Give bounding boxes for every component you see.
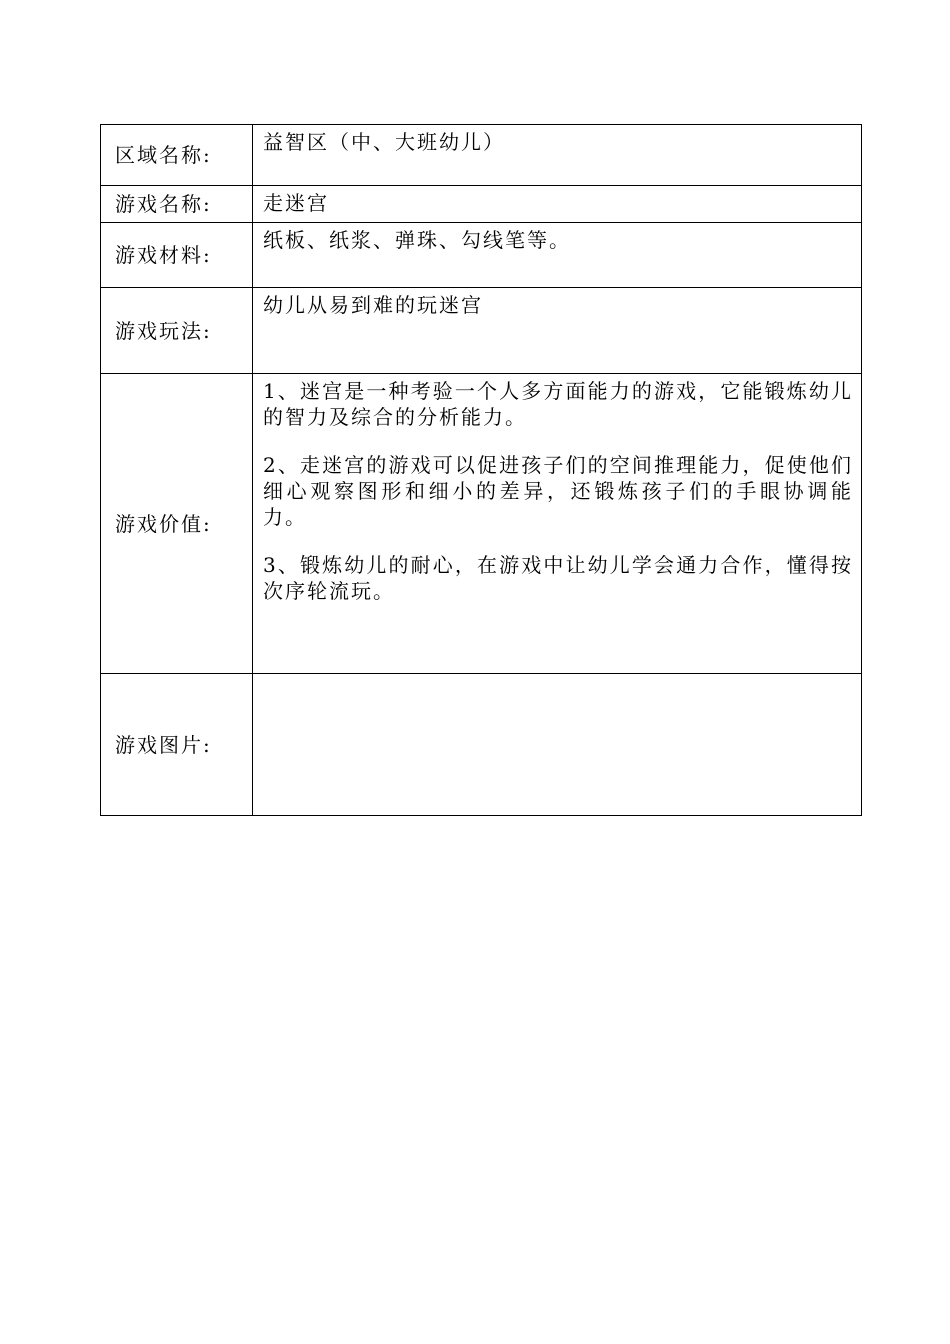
row-value-game-pictures [253, 674, 862, 816]
row-label-game-name: 游戏名称: [101, 186, 253, 223]
row-label-area-name: 区域名称: [101, 125, 253, 186]
table-row [101, 288, 862, 374]
row-value-game-value [253, 374, 862, 674]
game-info-table [100, 124, 862, 816]
table-row [101, 374, 862, 674]
table-row [101, 223, 862, 288]
table-row [101, 674, 862, 816]
row-label-game-pictures: 游戏图片: [101, 674, 253, 816]
row-value-game-name: 走迷宫 [253, 186, 862, 223]
table-row [101, 186, 862, 223]
row-value-game-materials: 纸板、纸浆、弹珠、勾线笔等。 [253, 223, 862, 288]
game-value-paragraph-1: 1、迷宫是一种考验一个人多方面能力的游戏，它能锻炼幼儿的智力及综合的分析能力。 [263, 379, 853, 429]
game-value-paragraph-3: 3、锻炼幼儿的耐心，在游戏中让幼儿学会通力合作，懂得按次序轮流玩。 [263, 553, 853, 603]
game-value-paragraph-2: 2、走迷宫的游戏可以促进孩子们的空间推理能力，促使他们细心观察图形和细小的差异，还锻炼孩子们的手眼协调能力。 [263, 453, 853, 529]
row-label-game-materials: 游戏材料: [101, 223, 253, 288]
row-value-game-rules: 幼儿从易到难的玩迷宫 [253, 288, 862, 374]
table-row [101, 125, 862, 186]
row-label-game-rules: 游戏玩法: [101, 288, 253, 374]
row-label-game-value: 游戏价值: [101, 374, 253, 674]
row-value-area-name: 益智区（中、大班幼儿） [253, 125, 862, 186]
